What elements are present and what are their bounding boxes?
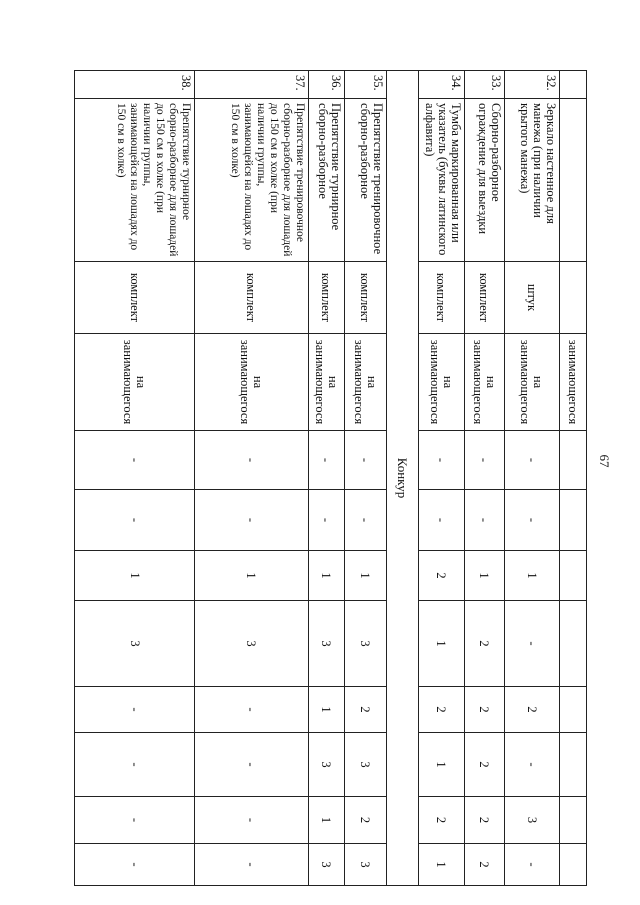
cell-v: - xyxy=(504,843,559,886)
equipment-table xyxy=(74,70,587,886)
cell-v: - xyxy=(504,732,559,796)
cell-v: 3 xyxy=(75,600,194,686)
cell-v: 1 xyxy=(308,686,344,732)
cell-v: 1 xyxy=(75,550,194,600)
cell-v: 3 xyxy=(344,600,386,686)
cell-num: 36. xyxy=(308,70,344,98)
table-row xyxy=(418,70,465,886)
cell-v xyxy=(559,489,586,550)
cell-v: - xyxy=(194,489,308,550)
cell-v: 2 xyxy=(464,686,504,732)
table-row xyxy=(74,70,195,886)
cell-num: 34. xyxy=(418,70,464,98)
cell-v: 1 xyxy=(308,796,344,843)
table-row-continuation xyxy=(559,70,587,886)
cell-v xyxy=(559,732,586,796)
cell-v: - xyxy=(75,430,194,489)
cell-v: 2 xyxy=(464,732,504,796)
cell-v: 2 xyxy=(464,796,504,843)
cell-num xyxy=(559,70,586,98)
cell-v: 3 xyxy=(344,732,386,796)
cell-v: - xyxy=(75,489,194,550)
cell-v: 2 xyxy=(418,550,464,600)
cell-v: 3 xyxy=(194,600,308,686)
cell-v xyxy=(559,550,586,600)
cell-unit: комплект xyxy=(464,261,504,333)
cell-per: на занимающегося xyxy=(418,333,464,430)
cell-v: 1 xyxy=(418,732,464,796)
cell-name: Зеркало настенное для манежа (при наличии крытого манежа) xyxy=(504,98,559,261)
cell-v: - xyxy=(418,489,464,550)
cell-name: Препятствие тренировочное сборно-разборное для лошадей до 150 см в холке (при наличии группы, занимающейся на лошадях до 150 см в холке) xyxy=(194,98,308,261)
cell-v xyxy=(559,430,586,489)
cell-v: - xyxy=(75,686,194,732)
cell-v: 1 xyxy=(464,550,504,600)
cell-v: - xyxy=(75,796,194,843)
cell-per: на занимающегося xyxy=(194,333,308,430)
cell-num: 33. xyxy=(464,70,504,98)
cell-v: - xyxy=(504,430,559,489)
cell-v: 1 xyxy=(194,550,308,600)
cell-v: - xyxy=(464,430,504,489)
cell-v: - xyxy=(464,489,504,550)
cell-v: 1 xyxy=(418,600,464,686)
cell-v: - xyxy=(75,843,194,886)
cell-v: 2 xyxy=(464,600,504,686)
cell-unit: комплект xyxy=(418,261,464,333)
cell-v xyxy=(559,796,586,843)
table-row xyxy=(194,70,309,886)
cell-v: 3 xyxy=(308,843,344,886)
cell-v: 2 xyxy=(418,796,464,843)
cell-v xyxy=(559,686,586,732)
cell-name: Препятствие тренировочное сборно-разборное xyxy=(344,98,386,261)
cell-unit: комплект xyxy=(75,261,194,333)
cell-per: на занимающегося xyxy=(344,333,386,430)
cell-num: 38. xyxy=(75,70,194,98)
cell-unit: комплект xyxy=(344,261,386,333)
cell-v: 2 xyxy=(418,686,464,732)
cell-v: - xyxy=(194,796,308,843)
cell-v: - xyxy=(344,489,386,550)
cell-unit: комплект xyxy=(308,261,344,333)
cell-v: - xyxy=(344,430,386,489)
cell-per: на занимающегося xyxy=(75,333,194,430)
section-header: Конкур xyxy=(387,70,419,886)
cell-unit: штук xyxy=(504,261,559,333)
cell-name: Препятствие турнирное сборно-разборное для лошадей до 150 см в холке (при наличии группы, занимающейся на лошадях до 150 см в холке) xyxy=(75,98,194,261)
cell-per: на занимающегося xyxy=(464,333,504,430)
cell-v xyxy=(559,600,586,686)
rotated-table-frame xyxy=(74,70,587,886)
cell-unit: комплект xyxy=(194,261,308,333)
cell-v: 1 xyxy=(344,550,386,600)
cell-num: 32. xyxy=(504,70,559,98)
cell-v: 2 xyxy=(344,686,386,732)
cell-v: 3 xyxy=(308,600,344,686)
cell-v: - xyxy=(308,430,344,489)
cell-v: 3 xyxy=(344,843,386,886)
cell-v: 2 xyxy=(504,686,559,732)
cell-v: - xyxy=(504,600,559,686)
cell-unit xyxy=(559,261,586,333)
table-row xyxy=(504,70,560,886)
cell-name: Препятствие турнирное сборно-разборное xyxy=(308,98,344,261)
cell-num: 37. xyxy=(194,70,308,98)
cell-v: - xyxy=(194,430,308,489)
cell-v: 1 xyxy=(308,550,344,600)
cell-num: 35. xyxy=(344,70,386,98)
cell-name: Тумба маркированная или указатель (буквы латинского алфавита) xyxy=(418,98,464,261)
cell-per: занимающегося xyxy=(559,333,586,430)
table-row xyxy=(464,70,505,886)
cell-per: на занимающегося xyxy=(504,333,559,430)
cell-v: - xyxy=(418,430,464,489)
cell-v: 2 xyxy=(344,796,386,843)
cell-v: 1 xyxy=(504,550,559,600)
cell-v xyxy=(559,843,586,886)
table-row xyxy=(344,70,387,886)
cell-v: - xyxy=(75,732,194,796)
cell-per: на занимающегося xyxy=(308,333,344,430)
cell-v: 2 xyxy=(464,843,504,886)
cell-v: - xyxy=(308,489,344,550)
cell-v: - xyxy=(194,686,308,732)
cell-name xyxy=(559,98,586,261)
page-number: 67 xyxy=(597,454,612,468)
cell-v: 3 xyxy=(308,732,344,796)
cell-v: 3 xyxy=(504,796,559,843)
cell-name: Сборно-разборное ограждение для выездки xyxy=(464,98,504,261)
cell-v: - xyxy=(504,489,559,550)
cell-v: - xyxy=(194,732,308,796)
cell-v: - xyxy=(194,843,308,886)
table-row xyxy=(308,70,345,886)
cell-v: 1 xyxy=(418,843,464,886)
